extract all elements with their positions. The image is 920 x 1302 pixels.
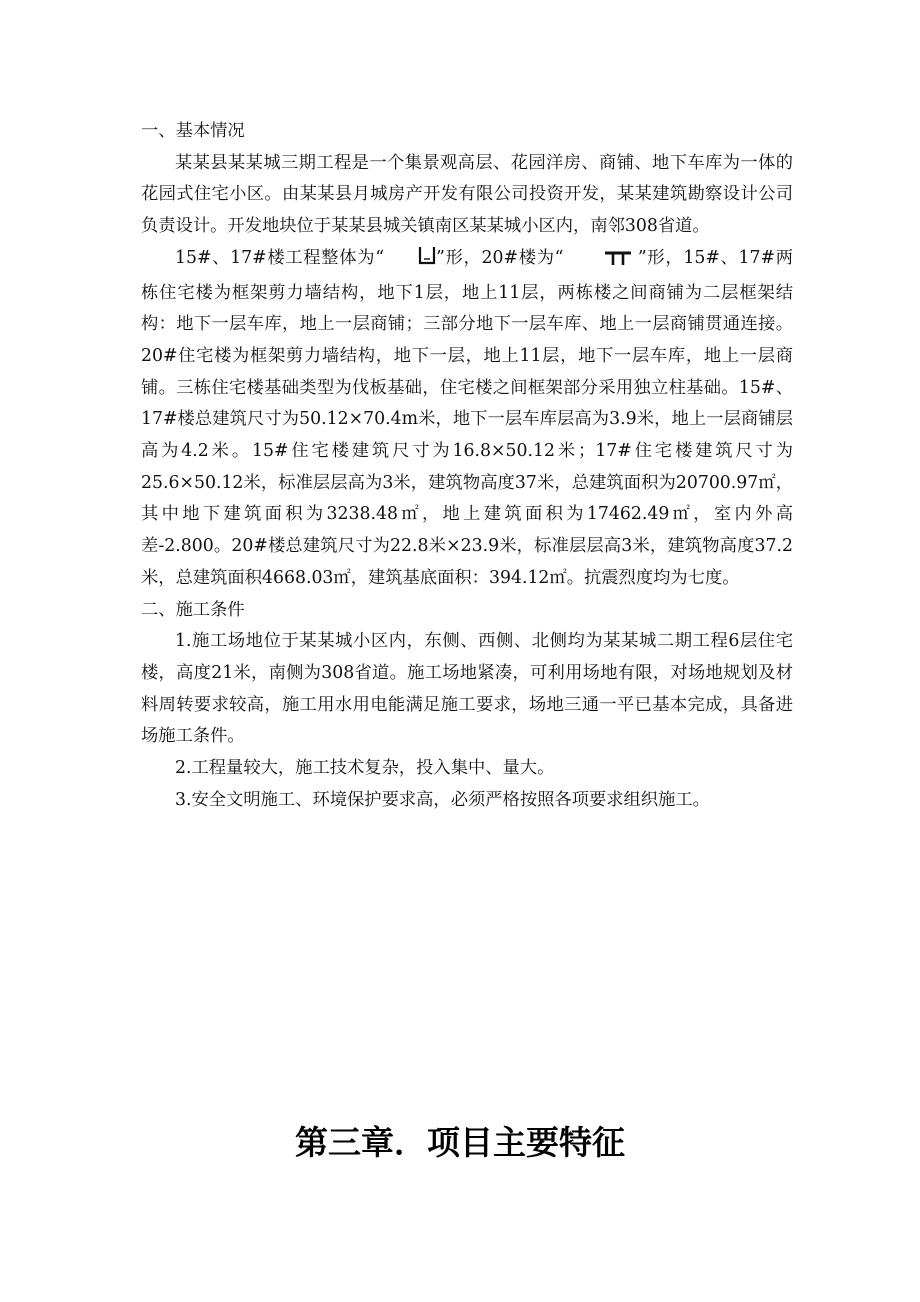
chapter-title: 第三章．项目主要特征 bbox=[295, 1123, 625, 1162]
paragraph-building-structure bbox=[141, 243, 793, 595]
list-item-site-location: 1.施工场地位于某某城小区内，东侧、西侧、北侧均为某某城二期工程6层住宅楼，高度21米，南侧为308省道。施工场地紧凑，可利用场地有限，对场地规划及材料周转要求较高，施工用水用电能满足施工要求，场地三通一平已基本完成，具备进场施工条件。 bbox=[141, 631, 794, 747]
u-shape-icon bbox=[384, 246, 436, 278]
list-item-workload: 2.工程量较大，施工技术复杂，投入集中、量大。 bbox=[175, 758, 555, 779]
list-item-safety-requirements: 3.安全文明施工、环境保护要求高，必须严格按照各项要求组织施工。 bbox=[175, 789, 710, 810]
paragraph-project-overview: 某某县某某城三期工程是一个集景观高层、花园洋房、商铺、地下车库为一体的花园式住宅小区。由某某县月城房产开发有限公司投资开发，某某建筑勘察设计公司负责设计。开发地块位于某某县城关镇南区某某城小区内，南邻308省道。 bbox=[141, 152, 793, 237]
t-shape-icon bbox=[570, 246, 632, 278]
paragraph-building-structure-text-1: 15#、17#楼工程整体为“ bbox=[175, 247, 385, 268]
section-heading-basic-info: 一、基本情况 bbox=[141, 121, 245, 141]
paragraph-building-structure-text-3: ”形，15#、17#两栋住宅楼为框架剪力墙结构，地下1层，地上11层，两栋楼之间商铺为二层框架结构：地下一层车库，地上一层商铺；三部分地下一层车库、地上一层商铺贯通连接。20#住宅楼为框架剪力墙结构，地下一层，地上11层，地下一层车库，地上一层商铺。三栋住宅楼基础类型为伐板基础，住宅楼之间框架部分采用独立柱基础。15#、17#楼总建筑尺寸为50.12×70.4m米，地下一层车库层高为3.9米，地上一层商铺层高为4.2米。15#住宅楼建筑尺寸为16.8×50.12米；17#住宅楼建筑尺寸为25.6×50.12米，标准层层高为3米，建筑物高度37米，总建筑面积为20700.97㎡，其中地下建筑面积为3238.48㎡，地上建筑面积为17462.49㎡，室内外高差-2.800。20#楼总建筑尺寸为22.8米×23.9米，标准层层高3米，建筑物高度37.2米，总建筑面积4668.03㎡，建筑基底面积：394.12㎡。抗震烈度均为七度。 bbox=[141, 247, 793, 588]
paragraph-building-structure-text-2: ”形，20#楼为“ bbox=[436, 247, 570, 268]
document-body bbox=[141, 116, 793, 816]
section-heading-construction-conditions: 二、施工条件 bbox=[141, 599, 245, 620]
